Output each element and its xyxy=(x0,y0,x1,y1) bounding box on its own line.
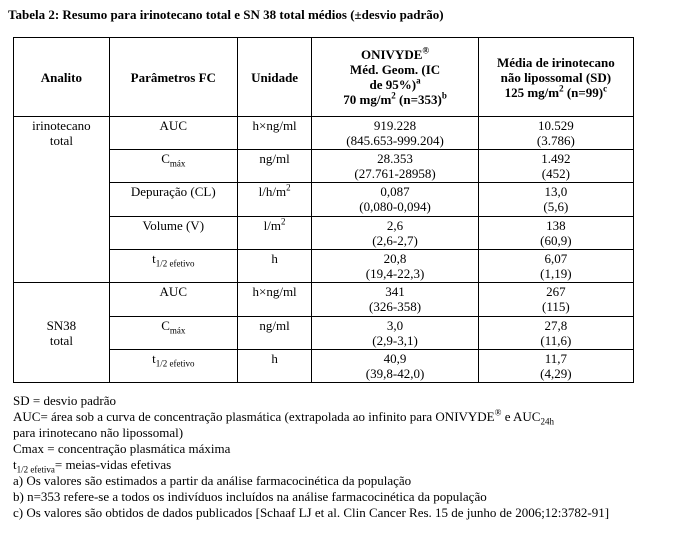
footnote-cmax: Cmax = concentração plasmática máxima xyxy=(13,441,231,456)
onivyde-cell: 919.228 (845.653-999.204) xyxy=(312,117,478,150)
footnote-a: a) Os valores são estimados a partir da análise farmacocinética da população xyxy=(13,473,412,488)
media-cell: 13,0 (5,6) xyxy=(478,183,633,217)
unit-cell: h xyxy=(237,350,312,383)
analyte-sn38: SN38 total xyxy=(14,283,110,383)
header-onivyde: ONIVYDE® Méd. Geom. (IC de 95%)$^a$ 70 $mg/m^2$ (n=353)$^b$ xyxy=(312,38,478,117)
media-cell: 1.492 (452) xyxy=(478,150,633,183)
param-cell: AUC xyxy=(109,283,237,317)
onivyde-cell: 20,8 (19,4-22,3) xyxy=(312,250,478,283)
onivyde-cell: 2,6 (2,6-2,7) xyxy=(312,217,478,250)
footnotes xyxy=(13,393,634,521)
media-cell: 27,8 (11,6) xyxy=(478,317,633,350)
param-cell: $C_{máx}$ xyxy=(109,150,237,183)
footnote-b: b) n=353 refere-se a todos os indivíduos incluídos na análise farmacocinética da população xyxy=(13,489,487,504)
analyte-irinotecano: irinotecano total xyxy=(14,117,110,283)
unit-cell: ng/ml xyxy=(237,150,312,183)
media-cell: 11,7 (4,29) xyxy=(478,350,633,383)
onivyde-cell: 28.353 (27.761-28958) xyxy=(312,150,478,183)
unit-cell: h×ng/ml xyxy=(237,117,312,150)
onivyde-cell: 341 (326-358) xyxy=(312,283,478,317)
param-cell: AUC xyxy=(109,117,237,150)
table-title: Tabela 2: Resumo para irinotecano total e SN 38 total médios (±desvio padrão) xyxy=(8,7,444,22)
header-media: Média de irinotecano não lipossomal (SD) 125 $mg/m^2$ (n=99)$^c$ xyxy=(478,38,633,117)
table-row xyxy=(14,117,634,150)
onivyde-cell: 3,0 (2,9-3,1) xyxy=(312,317,478,350)
header-parametros: Parâmetros FC xyxy=(109,38,237,117)
media-cell: 138 (60,9) xyxy=(478,217,633,250)
unit-cell: ng/ml xyxy=(237,317,312,350)
header-row xyxy=(14,38,634,117)
param-cell: $t_{1/2 efetivo}$ xyxy=(109,350,237,383)
unit-cell: $l/m^2$ xyxy=(237,217,312,250)
footnote-sd: SD = desvio padrão xyxy=(13,393,117,408)
header-unidade: Unidade xyxy=(237,38,312,117)
unit-cell: h×ng/ml xyxy=(237,283,312,317)
footnote-c: c) Os valores são obtidos de dados publicados [Schaaf LJ et al. Clin Cancer Res. 15 de junho de 2006;12:3782-91] xyxy=(13,505,610,520)
param-cell: Volume (V) xyxy=(109,217,237,250)
unit-cell: $l/h/m^2$ xyxy=(237,183,312,217)
header-analito: Analito xyxy=(14,38,110,117)
unit-cell: h xyxy=(237,250,312,283)
media-cell: 267 (115) xyxy=(478,283,633,317)
media-cell: 6,07 (1,19) xyxy=(478,250,633,283)
footnote-thalf: $t_{1/2 efetiva}=$ meias-vidas efetivas xyxy=(13,457,172,475)
param-cell: Depuração (CL) xyxy=(109,183,237,217)
param-cell: $C_{máx}$ xyxy=(109,317,237,350)
onivyde-cell: 40,9 (39,8-42,0) xyxy=(312,350,478,383)
pk-summary-table xyxy=(13,37,634,383)
footnote-auc: AUC= área sob a curva de concentração plasmática (extrapolada ao infinito para ONIVYDE® e $AUC_{24h}$ para irinotecano não lipossomal) xyxy=(13,407,554,440)
media-cell: 10.529 (3.786) xyxy=(478,117,633,150)
onivyde-cell: 0,087 (0,080-0,094) xyxy=(312,183,478,217)
table-row xyxy=(14,283,634,317)
param-cell: $t_{1/2 efetivo}$ xyxy=(109,250,237,283)
